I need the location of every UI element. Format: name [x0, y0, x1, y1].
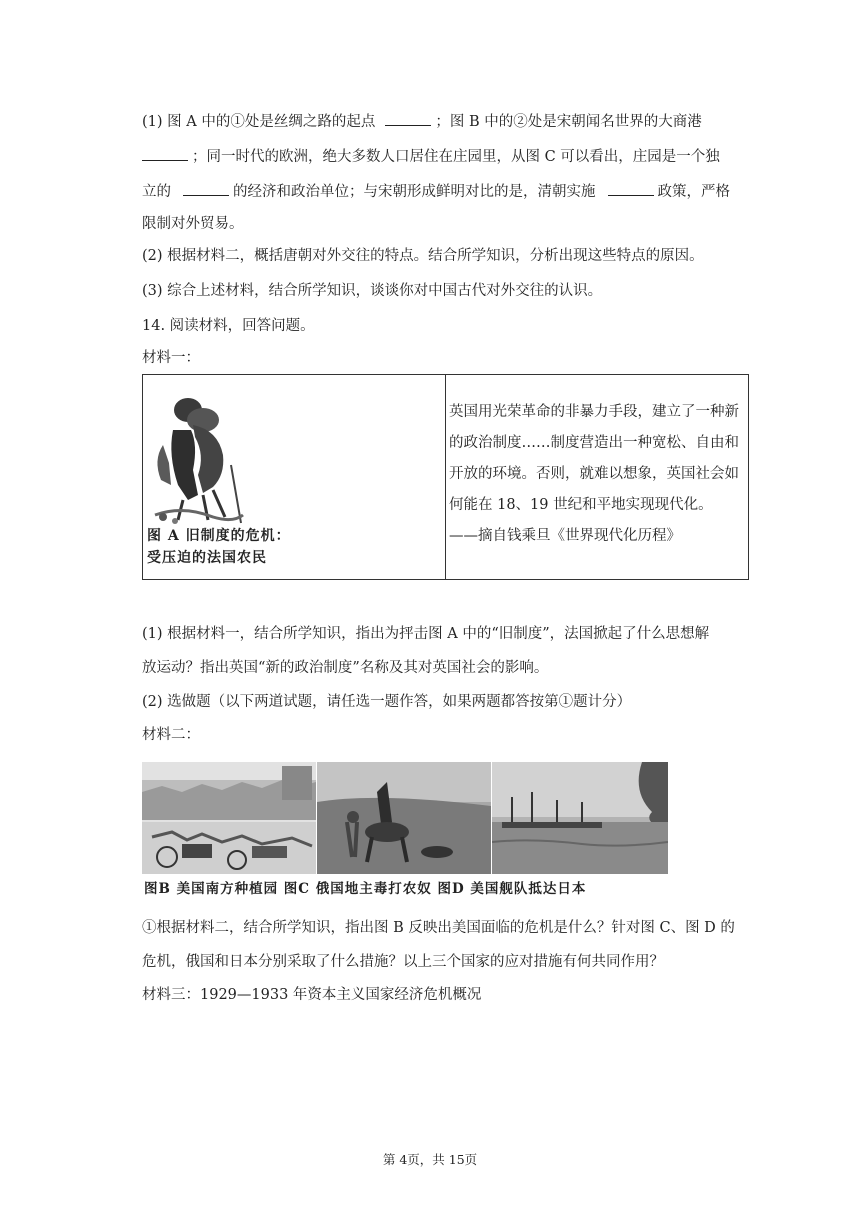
q13-part1-text-f: 政策，严格 — [657, 184, 730, 200]
q13-part1-line3 — [142, 181, 730, 202]
quote-line: 英国用光荣革命的非暴力手段，建立了一种新 — [449, 404, 739, 420]
plantation-illustration — [142, 762, 316, 874]
q13-part1-line1 — [142, 111, 702, 132]
q13-part2: (2) 根据材料二，概括唐朝对外交往的特点。结合所学知识，分析出现这些特点的原因。 — [142, 248, 704, 264]
q13-part1-text-b: ；图 B 中的②处是宋朝闻名世界的大商港 — [435, 114, 702, 130]
answer-blank-3[interactable] — [183, 181, 229, 196]
quote-line: 的政治制度……制度营造出一种宽松、自由和 — [449, 435, 739, 451]
figure-c-photo — [317, 762, 491, 874]
q14-header: 14. 阅读材料，回答问题。 — [142, 318, 315, 334]
figure-a — [143, 375, 445, 579]
q13-part1-text-e: 的经济和政治单位；与宋朝形成鲜明对比的是，清朝实施 — [233, 184, 596, 200]
figure-a-caption-line2: 受压迫的法国农民 — [147, 550, 267, 566]
figure-b-photo — [142, 762, 316, 874]
q13-part1-line4: 限制对外贸易。 — [142, 216, 244, 232]
material2-label: 材料二： — [142, 727, 200, 743]
figure-a-caption-line1: 图 A 旧制度的危机： — [147, 528, 291, 544]
serf-beating-illustration — [317, 762, 491, 874]
q14-choice1-line2: 危机，俄国和日本分别采取了什么措施？以上三个国家的应对措施有何共同作用？ — [142, 954, 664, 970]
material2-caption: 图B 美国南方种植园 图C 俄国地主毒打农奴 图D 美国舰队抵达日本 — [144, 881, 587, 897]
quote-cell — [446, 375, 749, 580]
figure-a-caption — [147, 525, 291, 569]
q14-sub1-line1: (1) 根据材料一，结合所学知识，指出为抨击图 A 中的“旧制度”，法国掀起了什么思想解 — [142, 626, 710, 642]
material3-label: 材料三：1929—1933 年资本主义国家经济危机概况 — [142, 987, 482, 1003]
quote-source: ——摘自钱乘旦《世界现代化历程》 — [449, 528, 681, 544]
q14-sub2: (2) 选做题（以下两道试题，请任选一题作答，如果两题都答按第①题计分） — [142, 694, 632, 710]
answer-blank-4[interactable] — [608, 181, 654, 196]
quote-line: 何能在 18、19 世纪和平地实现现代化。 — [449, 497, 713, 513]
material1-label: 材料一： — [142, 350, 200, 366]
q14-sub1-line2: 放运动？指出英国“新的政治制度”名称及其对英国社会的影响。 — [142, 660, 549, 676]
q13-part1-text-a: (1) 图 A 中的①处是丝绸之路的起点 — [142, 114, 376, 130]
page-footer: 第 4页，共 15页 — [382, 1152, 478, 1167]
fleet-illustration — [492, 762, 668, 874]
figure-a-illustration — [143, 375, 445, 525]
q13-part3: (3) 综合上述材料，结合所学知识，谈谈你对中国古代对外交往的认识。 — [142, 283, 603, 299]
figure-a-cell — [143, 375, 446, 580]
quote-line: 开放的环境。否则，就难以想象，英国社会如 — [449, 466, 739, 482]
material2-figures — [142, 762, 668, 896]
material1-quote — [446, 375, 748, 552]
q13-part1-text-c: ；同一时代的欧洲，绝大多数人口居住在庄园里，从图 C 可以看出，庄园是一个独 — [192, 149, 720, 165]
answer-blank-2[interactable] — [142, 146, 188, 161]
answer-blank-1[interactable] — [385, 111, 431, 126]
figure-d-photo — [492, 762, 668, 874]
material1-table — [142, 374, 749, 580]
q13-part1-line2 — [142, 146, 720, 167]
q14-choice1-line1: ①根据材料二，结合所学知识，指出图 B 反映出美国面临的危机是什么？针对图 C、图 D 的 — [142, 920, 735, 936]
q13-part1-text-d: 立的 — [142, 184, 171, 200]
